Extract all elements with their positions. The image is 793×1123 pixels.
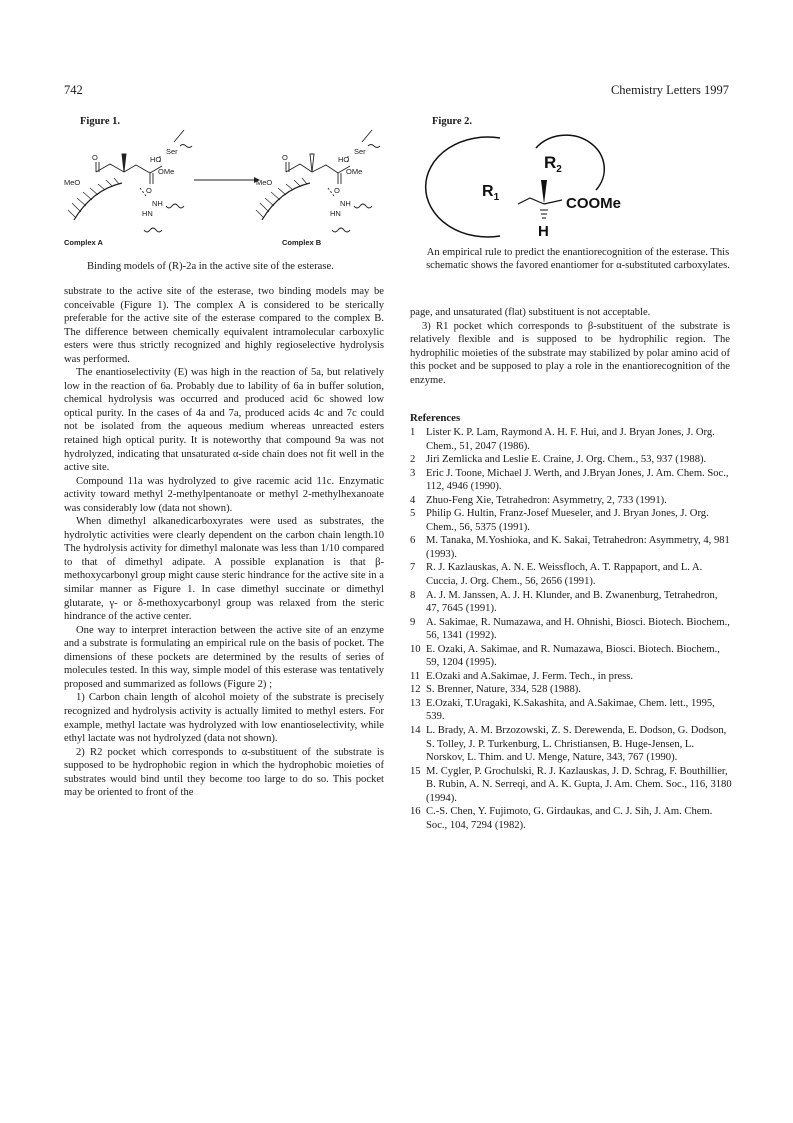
figure2-label: Figure 2.: [432, 116, 473, 127]
atom-o: O: [282, 153, 288, 162]
atom-o: O: [146, 186, 152, 195]
left-column: [64, 285, 384, 800]
reference-item: 1 Lister K. P. Lam, Raymond A. H. F. Hui, and J. Bryan Jones, J. Org. Chem., 51, 2047 (1986).: [410, 427, 715, 452]
paragraph: Compound 11a was hydrolyzed to give racemic acid 11c. Enzymatic activity toward methyl 2-methylpentanoate or methyl 2-methylhexanoate was considerably low (data not shown).: [64, 475, 384, 514]
reference-item: 8 A. J. M. Janssen, A. J. H. Klunder, and B. Zwanenburg, Tetrahedron, 47, 7645 (1991).: [410, 589, 718, 615]
page-number: 742: [64, 83, 83, 97]
figure2-caption: An empirical rule to predict the enantiorecognition of the esterase. This schematic shows the favored enantiomer for α-substituted carboxylates.: [426, 247, 730, 272]
reference-item: 10 E. Ozaki, A. Sakimae, and R. Numazawa, Biosci. Biotech. Biochem., 59, 1204 (1995).: [410, 643, 720, 669]
atom-ho: HO: [338, 155, 350, 164]
journal-title: Chemistry Letters 1997: [610, 83, 729, 97]
reference-item: 12 S. Brenner, Nature, 334, 528 (1988).: [410, 684, 581, 696]
figure1-diagram: [62, 128, 392, 248]
reference-item: 16 C.-S. Chen, Y. Fujimoto, G. Girdaukas, and C. J. Sih, J. Am. Chem. Soc., 104, 7294 (1982).: [410, 806, 713, 831]
reference-item: 3 Eric J. Toone, Michael J. Werth, and J.Bryan Jones, J. Am. Chem. Soc., 112, 4946 (1990).: [410, 467, 729, 493]
atom-ome: OMe: [346, 167, 363, 176]
reference-item: 14 L. Brady, A. M. Brzozowski, Z. S. Derewenda, E. Dodson, G. Dodson, S. Tolley, J. P. Turkenburg, L. Christiansen, B. Huge-Jensen, L. Norskov, L. Thim. and U. Menge, Nature, 343, 767 (1990).: [410, 725, 727, 764]
reference-item: 5 Philip G. Hultin, Franz-Josef Mueseler, and J. Bryan Jones, J. Org. Chem., 56, 5375 (1991).: [410, 508, 709, 533]
figure1-caption: Binding models of (R)-2a in the active site of the esterase.: [87, 261, 334, 272]
atom-meo: MeO: [256, 178, 273, 187]
paragraph: 3) R1 pocket which corresponds to β-substituent of the substrate is relatively flexible and is supposed to be hydrophilic region. The hydrophilic moieties of the substrate may stabilized by polar amino acid of this pocket and be supposed to play a role in the enantiorecognition of the enzyme.: [410, 320, 730, 386]
h-text: H: [538, 223, 549, 240]
atom-hn: HN: [142, 209, 153, 218]
reference-item: 13 E.Ozaki, T.Uragaki, K.Sakashita, and A.Sakimae, Chem. lett., 1995, 539.: [410, 697, 715, 723]
paragraph: One way to interpret interaction between the active site of an enzyme and a substrate is formulating an empirical rule on the basis of pocket. The dimensions of these pockets are determined by the results of series of molecules tested. In this way, simple model of this esterase was tentatively proposed and summarized as follows (Figure 2) ;: [64, 624, 384, 690]
complex-b-label: Complex B: [282, 238, 322, 247]
complex-a-label: Complex A: [64, 238, 103, 247]
atom-o: O: [334, 186, 340, 195]
complex-a-structure: [68, 130, 192, 232]
r2-text: $R_2$: [544, 153, 562, 175]
atom-ho: HO: [150, 155, 162, 164]
atom-hn: HN: [330, 209, 341, 218]
right-column: [410, 306, 730, 387]
reference-item: 15 M. Cygler, P. Grochulski, R. J. Kazlauskas, J. D. Schrag, F. Bouthillier, B. Rubin, A. N. Serreqi, and A. K. Gupta, J. Am. Chem. Soc., 116, 3180 (1994).: [410, 765, 732, 804]
paragraph: substrate to the active site of the esterase, two binding models may be conceivable (Figure 1). The complex A is considered to be sterically preferable for the active site of the esterase compared to the complex B. The difference between chemically equivalent intramolecular carboxylic esters were thus strictly recognized and highly regioselective hydrolysis was performed.: [64, 286, 384, 365]
paragraph: When dimethyl alkanedicarboxyrates were used as substrates, the hydrolytic activities were clearly dependent on the carbon chain length.10 The hydrolysis activity for dimethyl malonate was less than 1/10 compared to that of dimethyl adipate. A possible explanation is that β-methoxycarbonyl group might cause steric hindrance for the active site in a similar manner as Figure 1. In case dimethyl succinate or dimethyl glutarate, γ- or δ-methoxycarbonyl group was relaxed from the steric hindrance of the active center.: [64, 516, 384, 623]
figure2-diagram: [420, 128, 720, 246]
references: [410, 412, 732, 832]
reference-item: 2 Jiri Zemlicka and Leslie E. Craine, J. Org. Chem., 53, 937 (1988).: [410, 454, 707, 466]
atom-o: O: [92, 153, 98, 162]
wedge-bond: [541, 180, 547, 204]
references-heading: References: [410, 412, 461, 424]
atom-nh: NH: [340, 199, 351, 208]
paragraph: 1) Carbon chain length of alcohol moiety of the substrate is precisely recognized and hydrolysis activity is actually limited to methyl esters. For example, methyl lactate was hydrolyzed with low enantioselectivity, while ethyl lactate was not hydrolyzed (data not shown).: [64, 692, 384, 745]
atom-ser: Ser: [166, 147, 178, 156]
reference-item: 6 M. Tanaka, M.Yoshioka, and K. Sakai, Tetrahedron: Asymmetry, 4, 981 (1993).: [410, 535, 730, 560]
atom-ome: OMe: [158, 167, 175, 176]
r1-text: $R_1$: [482, 183, 500, 203]
reference-item: 11 E.Ozaki and A.Sakimae, J. Ferm. Tech., in press.: [410, 670, 634, 682]
atom-nh: NH: [152, 199, 163, 208]
paragraph: page, and unsaturated (flat) substituent is not acceptable.: [410, 307, 651, 318]
paragraph: The enantioselectivity (E) was high in the reaction of 5a, but relatively low in the reaction of 6a. Probably due to lability of 6a in buffer solution, chemical hydrolysis was occurred and produced acid 6c showed low optical purity. In the cases of 4a and 7a, produced acids 4c and 7c could not be isolated from the aqueous medium whereas unreacted esters retained high optical purity. It is noteworthy that compound 9a was not hydrolyzed, indicating that unsaturated α-side chain does not fit well in the active site.: [64, 367, 384, 474]
paragraph: 2) R2 pocket which corresponds to α-substituent of the substrate is supposed to be hydrophobic region in which the hydrophobic moieties of substrates would bind until they become too large to do so. This pocket may be oriented to front of the: [64, 746, 384, 799]
atom-ser: Ser: [354, 147, 366, 156]
complex-b-structure: [256, 130, 380, 232]
coome-text: COOMe: [566, 195, 622, 212]
atom-meo: MeO: [64, 178, 81, 187]
reference-item: 7 R. J. Kazlauskas, A. N. E. Weissfloch, A. T. Rappaport, and L. A. Cuccia, J. Org. Chem., 56, 2656 (1991).: [410, 562, 703, 588]
figure1-label: Figure 1.: [80, 116, 121, 127]
reference-item: 9 A. Sakimae, R. Numazawa, and H. Ohnishi, Biosci. Biotech. Biochem., 56, 1341 (1992).: [410, 616, 730, 642]
reference-item: 4 Zhuo-Feng Xie, Tetrahedron: Asymmetry, 2, 733 (1991).: [410, 494, 667, 506]
